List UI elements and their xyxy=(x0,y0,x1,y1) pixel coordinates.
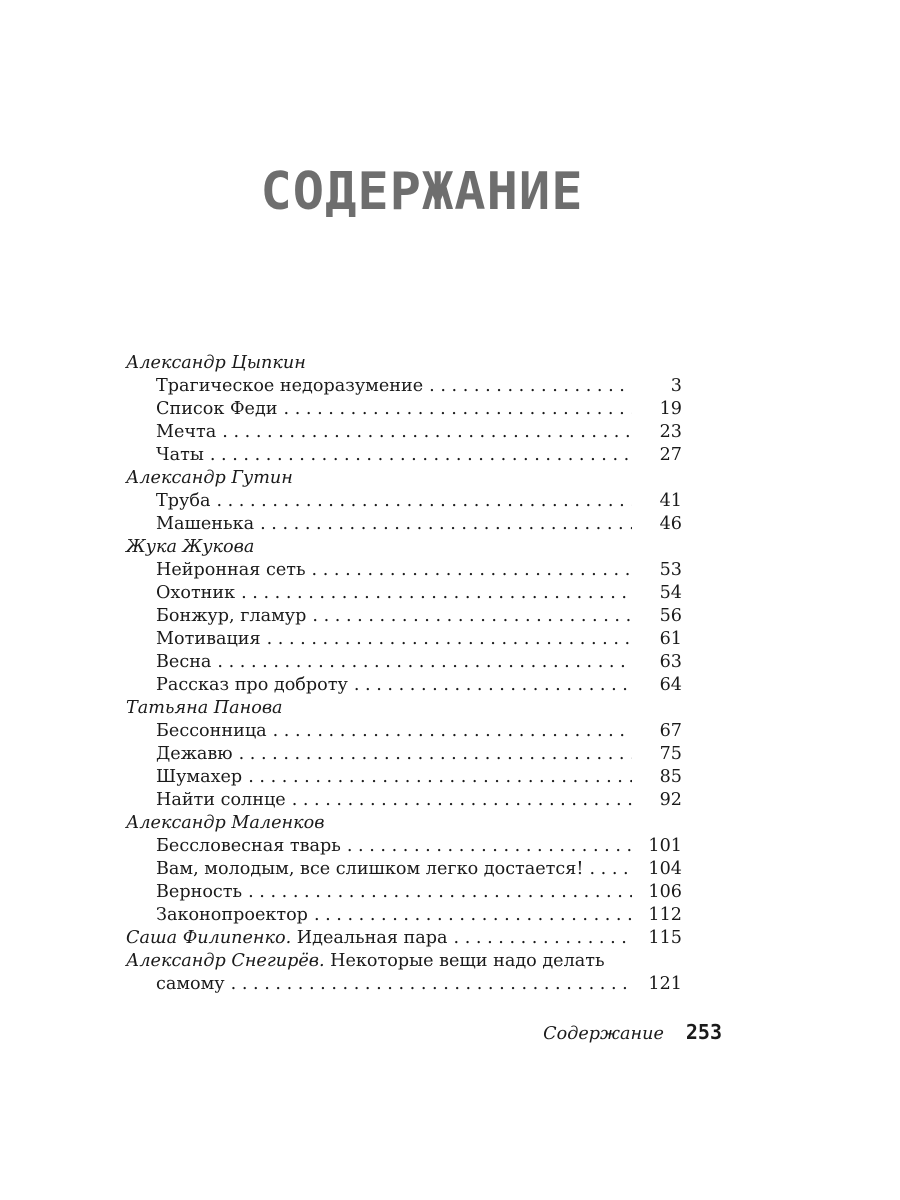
entry-page: 112 xyxy=(648,905,682,925)
toc-entry-snegiryov[interactable] xyxy=(126,950,682,996)
entry-title: Вам, молодым, все слишком легко достается! xyxy=(156,859,584,879)
entry-title: Найти солнце xyxy=(156,790,286,810)
entry-title: Бонжур, гламур xyxy=(156,606,307,626)
dot-leader xyxy=(284,398,632,421)
entry-page: 101 xyxy=(648,836,682,856)
toc-entry[interactable] xyxy=(126,858,682,881)
toc-section-gutin xyxy=(126,467,682,536)
dot-leader xyxy=(260,513,632,536)
toc-entry[interactable] xyxy=(126,674,682,697)
toc-entry[interactable] xyxy=(126,720,682,743)
entry-title: Бессловесная тварь xyxy=(156,836,341,856)
entry-page: 106 xyxy=(648,882,682,902)
author-name: Татьяна Панова xyxy=(126,698,283,718)
dot-leader xyxy=(222,421,632,444)
toc-entry[interactable] xyxy=(126,904,682,927)
entry-title: Дежавю xyxy=(156,744,233,764)
toc-entry[interactable] xyxy=(126,628,682,651)
table-of-contents xyxy=(126,352,682,996)
author-name: Александр Гутин xyxy=(126,468,293,488)
entry-title: Труба xyxy=(156,491,211,511)
entry-title: Бессонница xyxy=(156,721,267,741)
dot-leader xyxy=(216,490,632,513)
toc-entry[interactable] xyxy=(126,559,682,582)
toc-entry[interactable] xyxy=(126,651,682,674)
entry-title: Шумахер xyxy=(156,767,243,787)
page-title: СОДЕРЖАНИЕ xyxy=(260,162,584,222)
entry-title: Мотивация xyxy=(156,629,261,649)
dot-leader xyxy=(210,444,632,467)
entry-title: Машенька xyxy=(156,514,255,534)
entry-page: 115 xyxy=(648,928,682,948)
toc-entry[interactable] xyxy=(126,398,682,421)
toc-entry[interactable] xyxy=(126,743,682,766)
toc-section-malenkov xyxy=(126,812,682,927)
dot-leader xyxy=(314,904,632,927)
toc-entry[interactable] xyxy=(126,789,682,812)
toc-entry[interactable] xyxy=(126,881,682,904)
dot-leader xyxy=(239,743,632,766)
entry-title: Рассказ про доброту xyxy=(156,675,348,695)
entry-page: 46 xyxy=(659,514,682,534)
entry-page: 3 xyxy=(670,376,682,396)
toc-section-zhukova xyxy=(126,536,682,697)
author-name: Александр Маленков xyxy=(126,813,325,833)
toc-entry[interactable] xyxy=(126,582,682,605)
author-name: Александр Цыпкин xyxy=(126,353,306,373)
dot-leader xyxy=(217,651,632,674)
footer-section-label: Содержание xyxy=(543,1024,664,1044)
dot-leader xyxy=(292,789,632,812)
entry-title: Список Феди xyxy=(156,399,278,419)
toc-section-tsypkin xyxy=(126,352,682,467)
entry-page: 75 xyxy=(659,744,682,764)
toc-entry[interactable] xyxy=(126,444,682,467)
entry-page: 121 xyxy=(648,974,682,994)
entry-title: Нейронная сеть xyxy=(156,560,306,580)
author-name: Саша Филипенко. xyxy=(126,928,292,948)
entry-title: Охотник xyxy=(156,583,236,603)
entry-page: 23 xyxy=(659,422,682,442)
entry-page: 85 xyxy=(659,767,682,787)
author-name: Александр Снегирёв. xyxy=(126,951,325,971)
running-footer xyxy=(530,1020,722,1044)
dot-leader xyxy=(454,927,632,950)
entry-title: Весна xyxy=(156,652,212,672)
entry-title-text: Идеальная пара xyxy=(296,928,448,948)
toc-entry[interactable] xyxy=(126,490,682,513)
entry-title: Законопроектор xyxy=(156,905,308,925)
entry-title-continued: самому xyxy=(156,974,225,994)
entry-page: 104 xyxy=(648,859,682,879)
entry-title-text: Некоторые вещи надо делать xyxy=(330,951,605,971)
toc-entry[interactable] xyxy=(126,375,682,398)
entry-title: Трагическое недоразумение xyxy=(156,376,424,396)
toc-entry[interactable] xyxy=(126,766,682,789)
entry-title xyxy=(126,927,448,950)
toc-entry-filipenko[interactable] xyxy=(126,927,682,950)
dot-leader xyxy=(267,628,632,651)
entry-page: 67 xyxy=(659,721,682,741)
toc-entry[interactable] xyxy=(126,513,682,536)
entry-page: 53 xyxy=(659,560,682,580)
entry-page: 54 xyxy=(659,583,682,603)
toc-entry-continuation xyxy=(126,973,682,996)
entry-page: 64 xyxy=(659,675,682,695)
footer-page-number: 253 xyxy=(685,1020,722,1044)
dot-leader xyxy=(273,720,632,743)
toc-entry[interactable] xyxy=(126,421,682,444)
entry-page: 61 xyxy=(659,629,682,649)
dot-leader xyxy=(312,605,632,628)
dot-leader xyxy=(248,881,632,904)
dot-leader xyxy=(312,559,632,582)
entry-page: 56 xyxy=(659,606,682,626)
entry-title: Чаты xyxy=(156,445,204,465)
dot-leader xyxy=(429,375,632,398)
toc-entry[interactable] xyxy=(126,605,682,628)
author-name: Жука Жукова xyxy=(126,537,255,557)
dot-leader xyxy=(241,582,632,605)
entry-page: 41 xyxy=(659,491,682,511)
dot-leader xyxy=(231,973,632,996)
entry-title: Верность xyxy=(156,882,243,902)
dot-leader xyxy=(248,766,632,789)
entry-page: 27 xyxy=(659,445,682,465)
author-line xyxy=(126,950,682,973)
dot-leader xyxy=(347,835,632,858)
dot-leader xyxy=(354,674,632,697)
toc-section-panova xyxy=(126,697,682,812)
entry-page: 92 xyxy=(659,790,682,810)
entry-title: Мечта xyxy=(156,422,217,442)
toc-entry[interactable] xyxy=(126,835,682,858)
entry-page: 63 xyxy=(659,652,682,672)
dot-leader xyxy=(589,858,632,881)
entry-page: 19 xyxy=(659,399,682,419)
